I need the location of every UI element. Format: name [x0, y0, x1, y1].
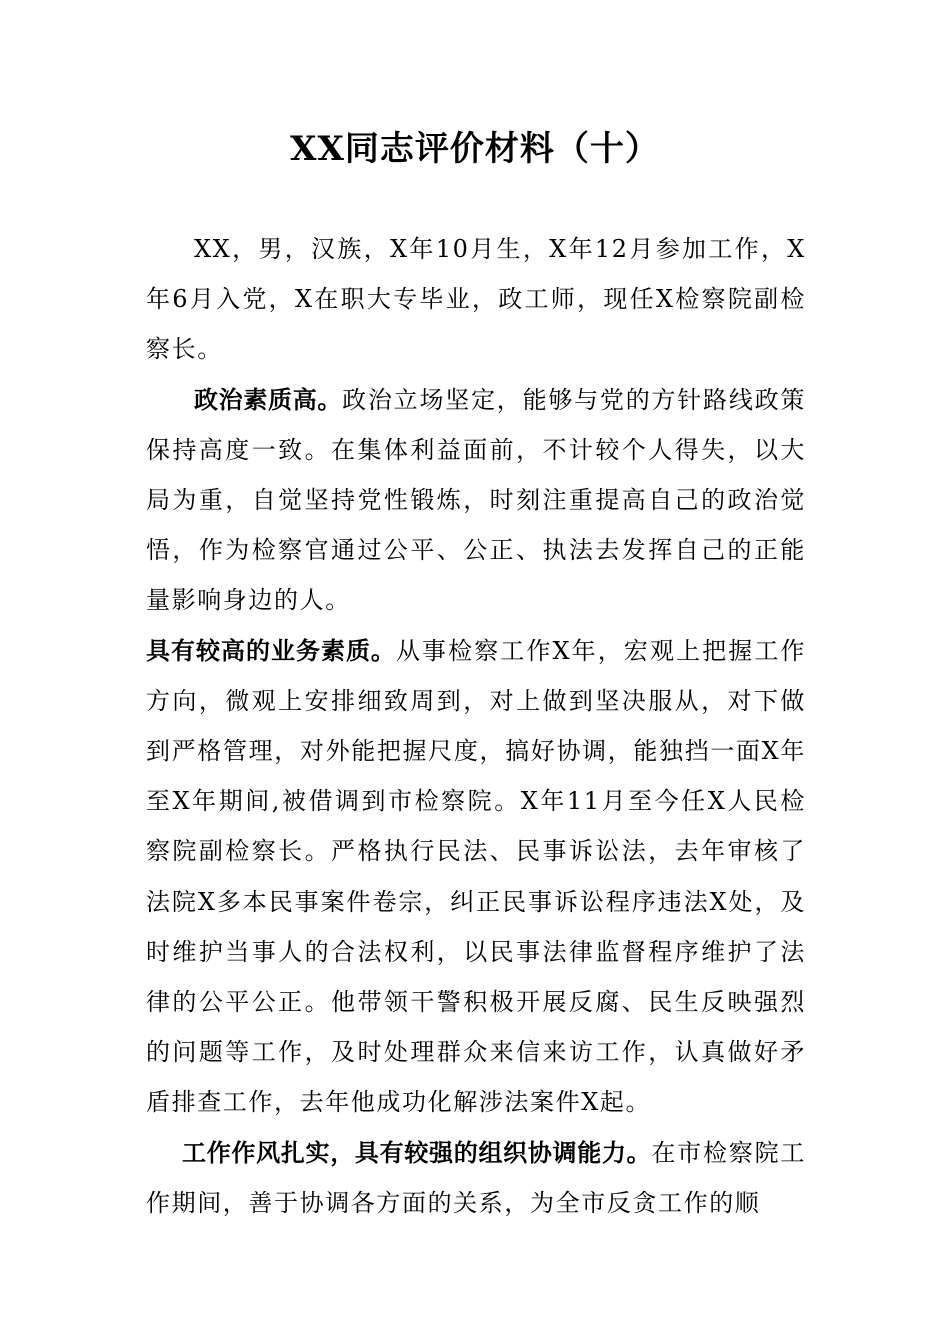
document-title: XX同志评价材料（十）	[290, 129, 660, 169]
paragraph-political-quality-heading: 政治素质高。	[194, 385, 343, 414]
paragraph-profile-text: XX，男，汉族，X年10月生，X年12月参加工作，X年6月入党，X在职大专毕业，政工师，现任X检察院副检察长。	[146, 235, 806, 364]
paragraph-profile	[146, 224, 806, 375]
paragraph-political-quality-text: 政治立场坚定，能够与党的方针路线政策保持高度一致。在集体利益面前，不计较个人得失，以大局为重，自觉坚持党性锻炼，时刻注重提高自己的政治觉悟，作为检察官通过公平、公正、执法去发挥自己的正能量影响身边的人。	[146, 385, 806, 615]
paragraph-professional-quality-heading: 具有较高的业务素质。	[146, 636, 396, 665]
paragraph-professional-quality-text: 从事检察工作X年，宏观上把握工作方向，微观上安排细致周到，对上做到坚决服从，对下做到严格管理，对外能把握尺度，搞好协调，能独挡一面X年至X年期间,被借调到市检察院。X年11月至今任X人民检察院副检察长。严格执行民法、民事诉讼法，去年审核了法院X多本民事案件卷宗，纠正民事诉讼程序违法X处，及时维护当事人的合法权利，以民事法律监督程序维护了法律的公平公正。他带领干警积极开展反腐、民生反映强烈的问题等工作，及时处理群众来信来访工作，认真做好矛盾排查工作，去年他成功化解涉法案件X起。	[146, 636, 807, 1117]
paragraph-professional-quality	[146, 626, 806, 1128]
paragraph-political-quality	[146, 375, 806, 626]
paragraph-work-style-heading: 工作作风扎实，具有较强的组织协调能力。	[182, 1138, 652, 1167]
paragraph-work-style-text: 在市检察院工作期间，善于协调各方面的关系，为全市反贪工作的顺	[146, 1138, 806, 1217]
paragraph-work-style	[146, 1128, 806, 1228]
document-body	[146, 224, 806, 1228]
